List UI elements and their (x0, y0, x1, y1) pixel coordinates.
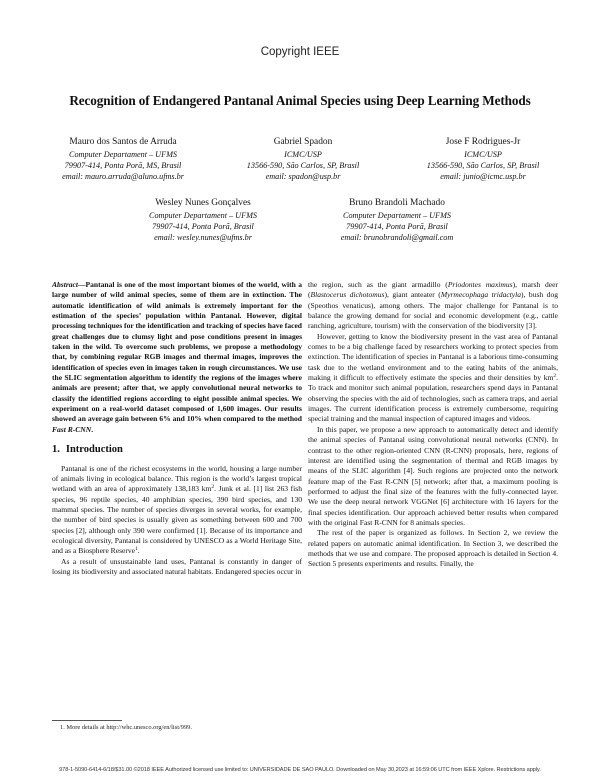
author-name: Wesley Nunes Gonçalves (155, 198, 251, 208)
author-block-2 (218, 137, 388, 182)
intro-paragraph-1 (52, 464, 302, 557)
author-address: 13566-590, São Carlos, SP, Brasil (246, 161, 360, 170)
author-name: Mauro dos Santos de Arruda (69, 137, 177, 147)
author-department: ICMC/USP (284, 150, 322, 159)
species-name: Priodontes maximus (447, 280, 513, 289)
author-email: email: wesley.nunes@ufms.br (154, 233, 252, 242)
author-block-4 (118, 198, 288, 243)
author-block-5 (312, 198, 482, 243)
abstract-label: Abstract (52, 280, 78, 289)
text-run: . To track and monitor such animal population, researchers spend days in Pantanal observing the species with the aid of technologies, such as camera traps, and aerial images. The current identification process is extremely cumbersome, requiring special training and the manual inspection of captured images and videos. (308, 373, 558, 424)
superscript: 2 (211, 484, 215, 491)
text-run: ), giant anteater ( (384, 290, 441, 300)
abstract (52, 280, 302, 435)
footnote-marker[interactable]: 1 (135, 546, 138, 553)
abstract-end: . (91, 424, 94, 434)
author-email: email: spadon@usp.br (265, 172, 341, 181)
text-run: ), marsh deer ( (308, 280, 558, 300)
text-run: Pantanal is one of the richest ecosystems in the world, housing a large number of animals living in ecological balance. This region is the world’s largest tropical wetland with an area of approximately 138,183 km (52, 463, 302, 494)
abstract-method: Fast R-CNN (52, 424, 92, 434)
species-name: Myrmecophaga tridactyla (440, 290, 522, 300)
author-address: 79907-414, Ponta Porã, MS, Brasil (64, 161, 182, 170)
text-run: . (137, 546, 140, 556)
author-block-3 (398, 137, 568, 182)
superscript: 2 (553, 373, 557, 380)
page-footer: 978-1-5090-6414-6/18/$31.00 ©2018 IEEE Authorized licensed use limited to: UNIVERSIDADE DE SAO PAULO. Downloaded on May 30,2023 at 16:59:06 UTC from IEEE Xplore. Restrictions apply. (59, 767, 541, 773)
intro-paragraph-6: The rest of the paper is organized as follows. In Section 2, we review the related papers on automatic animal identification. In Section 3, we described the methods that we use and compare. The proposed approach is detailed in Section 4. Section 5 presents experiments and results. Finally, the (308, 528, 558, 569)
author-email: email: mauro.arruda@aluno.ufms.br (62, 172, 184, 181)
author-block-1 (38, 137, 208, 182)
author-department: Computer Departament – UFMS (68, 150, 178, 159)
section-number: 1. (52, 444, 60, 456)
author-address: 79907-414, Ponta Porã, Brasil (152, 222, 254, 231)
abstract-text: —Pantanal is one of the most important biomes of the world, with a large number of wild animal species, some of them are in extinction. The automatic identification of wild animals is extremely important for the estimation of the species’ population within Pantanal. However, digital processing techniques for the identification and tracking of species have faced great challenges due to clumsy light and pose conditions present in images taken in the wild. To overcome such problems, we propose a methodology that, by combining regular RGB images and thermal images, improves the identification of species even in images taken in rough circumstances. We use the SLIC segmentation algorithm to identify the regions of the images where animals are present; after that, we apply convolutional neural networks to classify the identified regions according to eight possible animal species. We experiment on a real-world dataset composed of 1,600 images. Our results showed an average gain between 6% and 10% when compared to the method (52, 280, 302, 424)
author-department: ICMC/USP (464, 150, 502, 159)
intro-paragraph-4 (308, 332, 558, 425)
intro-paragraph-2: As a result of unsustainable land uses, Pantanal is constantly in danger of losing its biodiversity and associated natural habitats. Endangered species occur in (52, 556, 302, 576)
right-column (308, 280, 558, 570)
footnote-rule (52, 720, 122, 721)
species-name: Blastocerus dichotomus (310, 290, 385, 300)
author-address: 13566-590, São Carlos, SP, Brasil (426, 161, 540, 170)
paper-title: Recognition of Endangered Pantanal Animal Species using Deep Learning Methods (69, 93, 531, 108)
text-run: . Junk et al. [1] list 263 fish species, 96 reptile species, 40 amphibian species, 390 bird species, and 130 mammal species. The number of species diverges in several works, for example, the number of bird species is usually given as something between 600 and 700 species [2], although only 390 were confirmed [1]. Because of its importance and ecological diversity, Pantanal is considered by UNESCO as a World Heritage Site, and as a Biosphere Reserve (52, 484, 302, 556)
author-email: email: junio@icmc.usp.br (440, 172, 526, 181)
intro-paragraph-3 (308, 280, 558, 332)
footnote: 1. More details at http://whc.unesco.org/en/list/999. (60, 724, 192, 731)
intro-paragraph-5: In this paper, we propose a new approach to automatically detect and identify the animal species of Pantanal using convolutional neural networks (CNN). In contrast to the other region-oriented CNN (R-CNN) proposals, here, regions of interest are identified using the segmentation of thermal and RGB images by means of the SLIC algorithm [4]. Such regions are projected onto the network feature map of the Fast R-CNN [5] network; after that, a maximum pooling is performed to adjust the final size of the features with the fully-connected layer. We use the deep neural network VGGNet [6] architecture with 16 layers for the final species identification. Our approach achieved better results when compared with the original Fast R-CNN for 8 animals species. (308, 424, 558, 527)
text-run: ), bush dog (Speothos venaticus), among others. The major challenge for Pantanal is to balance the growing demand for social and economic development (e.g., cattle ranching, agriculture, tourism) with the conservation of the biodiversity [3]. (308, 290, 558, 331)
author-department: Computer Departament – UFMS (342, 211, 452, 220)
text-run: However, getting to know the biodiversity present in the vast area of Pantanal comes to be a big challenge faced by researchers working to protect species from extinction. The identification of species in Pantanal is a laborious time-consuming task due to the wetland environment and to the eating habits of the animals, making it difficult to effectively estimate the species and their densities by km (308, 331, 558, 383)
author-name: Jose F Rodrigues-Jr (445, 137, 521, 147)
author-name: Bruno Brandoli Machado (349, 198, 445, 208)
author-email: email: brunobrandoli@gmail.com (340, 233, 454, 242)
copyright-notice: Copyright IEEE (260, 46, 340, 58)
author-name: Gabriel Spadon (273, 137, 333, 147)
text-run: the region, such as the giant armadillo ( (308, 280, 448, 289)
author-address: 79907-414, Ponta Porã, Brasil (346, 222, 448, 231)
section-heading-introduction (52, 445, 302, 455)
left-column (52, 280, 302, 577)
author-department: Computer Departament – UFMS (148, 211, 258, 220)
section-title: Introduction (65, 444, 123, 456)
